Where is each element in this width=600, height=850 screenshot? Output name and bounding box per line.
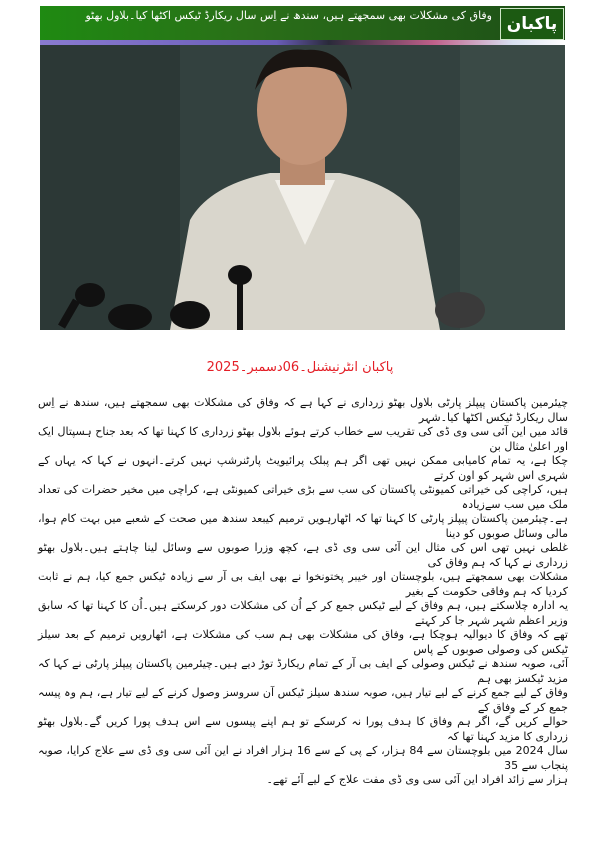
article-line: ہے۔چیئرمین پاکستان پیپلز پارٹی کا کہنا تھا کہ اٹھارہویں ترمیم کیبعد سندھ میں صحت کے شعبے میں بہت کام ہوا، مالی وسائل صوبوں کو دینا <box>38 512 568 540</box>
article-line: یہ ادارہ چلاسکتے ہیں، ہم وفاق کے لیے ٹیکس جمع کر کے اُن کی مشکلات دور کرسکتے ہیں۔اُن کا کہنا تھا کہ سابق وزیر اعظم شہر شہر جا کر کہتے <box>38 599 568 627</box>
article-line: وفاق کے لیے جمع کرنے کے لیے تیار ہیں، صوبہ سندھ سیلز ٹیکس آن سروسز وصول کرنے کے لیے تیار ہے، ہم وہ پیسہ جمع کر کے وفاق کے <box>38 686 568 714</box>
article-line: ہیں، کراچی کی خیراتی کمیونٹی پاکستان کی سب سے بڑی خیراتی کمیونٹی ہے، کراچی میں مخیر حضرات کی تعداد ملک میں سب سےزیادہ <box>38 483 568 511</box>
article-body <box>38 396 568 788</box>
article-line: قائد میں این آئی سی وی ڈی کی تقریب سے خطاب کرتے ہوئے بلاول بھٹو زرداری کا کہنا تھا کہ بعد جناح ہسپتال ایک اور اعلیٰ مثال بن <box>38 425 568 453</box>
article-line: چیئرمین پاکستان پیپلز پارٹی بلاول بھٹو زرداری نے کہا ہے کہ وفاق کی مشکلات بھی سمجھتے ہیں، سندھ نے اِس سال ریکارڈ ٹیکس اکٹھا کیا۔شہر <box>38 396 568 424</box>
article-line: ہزار سے زائد افراد این آئی سی وی ڈی مفت علاج کے لیے آئے تھے۔ <box>266 773 568 786</box>
article-line: مشکلات بھی سمجھتے ہیں، بلوچستان اور خیبر پختونخوا نے بھی ایف بی آر سے زیادہ ٹیکس جمع کیا، ہم نے ثابت کردیا کہ ہم وفاقی حکومت کے بغیر <box>38 570 568 598</box>
newspaper-logo: پاکبان <box>500 8 564 40</box>
article-line: غلطی نہیں تھی اس کی مثال این آئی سی وی ڈی ہے، کچھ وزرا صوبوں سے وسائل لینا چاہتے ہیں۔بلاول بھٹو زرداری نے کہا کہ ہم وفاق کی <box>38 541 568 569</box>
article-line: سال 2024 میں بلوچستان سے 84 ہزار، کے پی کے سے 16 ہزار افراد نے این آئی سی وی ڈی سے علاج کرایا، صوبہ پنجاب سے 35 <box>38 744 568 772</box>
article-line: آئی، صوبہ سندھ نے ٹیکس وصولی کے ایف بی آر کے تمام ریکارڈ توڑ دیے ہیں۔چیئرمین پاکستان پیپلز پارٹی نے کہا کہ مزید ٹیکسز بھی ہم <box>38 657 568 685</box>
news-photo <box>40 45 565 330</box>
speaker-photo-illustration <box>40 45 565 330</box>
article-line: حوالے کریں گے، اگر ہم وفاق کا ہدف پورا نہ کرسکے تو ہم اپنے پیسوں سے اس ہدف پورا کریں گے۔بلاول بھٹو زرداری کا مزید کہنا تھا کہ <box>38 715 568 743</box>
headline: وفاق کی مشکلات بھی سمجھتے ہیں، سندھ نے اِس سال ریکارڈ ٹیکس اکٹھا کیا۔بلاول بھٹو <box>85 9 492 22</box>
dateline: پاکبان انٹرنیشنل۔06دسمبر۔2025 <box>206 360 394 375</box>
article-line: تھے کہ وفاق کا دیوالیہ ہوچکا ہے، وفاق کی مشکلات بھی ہم سب کی مشکلات ہے، اٹھارویں ترمیم کے بعد سیلز ٹیکس کی وصولی صوبوں کے پاس <box>38 628 568 656</box>
article-line: چکا ہے، یہ تمام کامیابی ممکن نہیں تھی اگر ہم پبلک پرائیویٹ پارٹنرشپ نہیں کرتے۔انہوں نے کہا کہ یہاں کے شہری اس شہر کو اون کرتے <box>38 454 568 482</box>
